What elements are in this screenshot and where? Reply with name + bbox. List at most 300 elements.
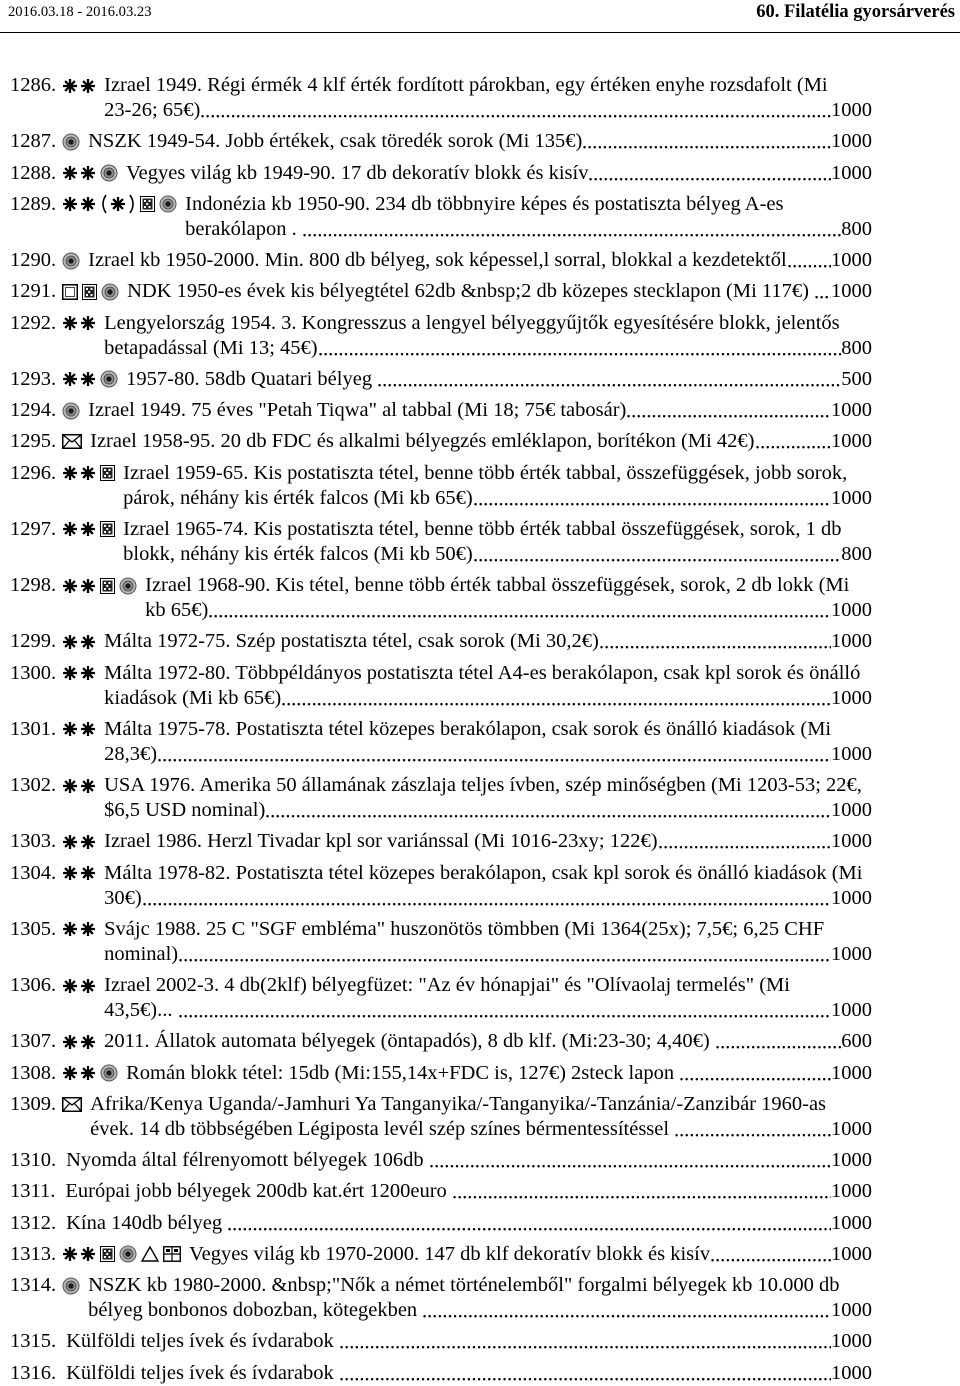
dot-leader (178, 942, 831, 967)
lot-icons (62, 861, 96, 886)
dot-leader (422, 1298, 831, 1323)
lot-entry (10, 1329, 872, 1354)
lot-description (123, 461, 872, 511)
double-asterisk-icon (62, 1245, 96, 1263)
lot-price: 1000 (831, 799, 872, 821)
lot-entry (10, 1029, 872, 1054)
lot-number: 1298. (10, 574, 57, 596)
lot-number: 1308. (10, 1061, 57, 1084)
description-line: Lengyelország 1954. 3. Kongresszus a lengyel bélyeggyűjtők egyesítésére blokk, jelentős (104, 311, 840, 334)
booklet-icon (163, 1246, 181, 1262)
lot-price: 1000 (831, 1299, 872, 1321)
description-line: Afrika/Kenya Uganda/-Jamhuri Ya Tanganyika/-Tanganyika/-Tanzánia/-Zanzibár 1960-as (90, 1092, 827, 1115)
description-last-line (66, 1211, 872, 1236)
dot-leader (318, 336, 842, 361)
description-line: Izrael 1968-90. Kis tétel, benne több érték tabbal összefüggések, sorok, 2 db lokk (Mi (145, 574, 850, 596)
description-line: Málta 1972-75. Szép postatiszta tétel, csak sorok (Mi 30,2€) (104, 630, 599, 653)
description-last-line (126, 1061, 872, 1086)
description-last-line (104, 1029, 872, 1054)
dot-leader (281, 686, 831, 711)
lot-price: 1000 (831, 249, 872, 271)
double-asterisk-icon (62, 1033, 96, 1051)
description-line: Nyomda által félrenyomott bélyegek 106db (66, 1149, 429, 1171)
lot-icons (62, 192, 177, 217)
description-line: Izrael 1965-74. Kis postatiszta tétel, benne több érték tabbal összefüggések, sorok, 1 db (123, 517, 842, 540)
lot-price: 1000 (831, 1117, 872, 1140)
lot-number: 1303. (10, 830, 57, 853)
description-last-line (185, 217, 872, 242)
lot-description (88, 248, 872, 273)
description-last-line (90, 429, 872, 454)
lot-entry (10, 398, 872, 423)
double-asterisk-icon (62, 195, 96, 213)
dot-leader (377, 367, 841, 392)
description-last-line (88, 129, 872, 154)
dot-leader (755, 429, 831, 454)
lot-number: 1311. (10, 1180, 56, 1203)
lot-number: 1312. (10, 1211, 57, 1234)
description-line: 23-26; 65€) (104, 99, 201, 121)
lot-number: 1305. (10, 917, 57, 940)
lot-icons (62, 129, 80, 154)
lot-number: 1293. (10, 367, 57, 390)
lot-icons (62, 829, 96, 854)
lot-number: 1297. (10, 517, 57, 540)
description-line: Svájc 1988. 25 C "SGF embléma" huszonötös tömbben (Mi 1364(25x); 7,5€; 6,25 CHF (104, 917, 825, 940)
dot-leader (599, 629, 831, 654)
description-last-line (88, 398, 872, 423)
description-last-line (90, 1117, 872, 1142)
lot-price: 1000 (831, 1180, 872, 1203)
lot-description (66, 1361, 872, 1386)
lot-icons (62, 461, 115, 486)
dot-leader (208, 598, 831, 623)
lot-price: 1000 (831, 999, 872, 1021)
block-icon (140, 196, 155, 212)
lot-number: 1296. (10, 461, 57, 484)
dot-leader (302, 217, 841, 242)
lot-description (104, 629, 872, 654)
lot-price: 1000 (831, 280, 872, 303)
dot-leader (582, 129, 831, 154)
lot-price: 1000 (831, 161, 872, 184)
dot-leader (227, 1211, 831, 1236)
lot-description (90, 429, 872, 454)
lot-entry (10, 192, 872, 242)
dot-leader (142, 886, 831, 911)
lot-icons (62, 717, 96, 742)
lot-entry (10, 773, 872, 823)
lot-entry (10, 573, 872, 623)
description-last-line (104, 686, 872, 711)
postmark-circle-icon (119, 577, 137, 595)
lot-entry (10, 517, 872, 567)
lot-price: 1000 (831, 430, 872, 453)
double-asterisk-icon (62, 920, 96, 938)
lot-description (66, 1329, 872, 1354)
description-line: Málta 1978-82. Postatiszta tétel közepes berakólapon, csak kpl sorok és önálló kiadások (Mi (104, 861, 863, 884)
description-line: 1957-80. 58db Quatari bélyeg (126, 367, 378, 390)
lot-price: 1000 (831, 1330, 872, 1353)
lot-number: 1309. (10, 1092, 57, 1115)
postmark-circle-icon (100, 1064, 118, 1082)
postmark-circle-icon (62, 133, 80, 151)
description-line: 30€) (104, 886, 142, 909)
lot-icons (62, 1061, 118, 1086)
lot-description (88, 398, 872, 423)
lot-price: 1000 (831, 630, 872, 653)
square-icon (62, 284, 78, 300)
description-line: Külföldi teljes ívek és ívdarabok (66, 1361, 339, 1384)
description-line: Kína 140db bélyeg (66, 1211, 228, 1234)
lot-entry (10, 917, 872, 967)
lot-number: 1316. (10, 1361, 57, 1384)
postmark-circle-icon (62, 402, 80, 420)
lot-icons (62, 917, 96, 942)
dot-leader (679, 1061, 831, 1086)
lot-price: 1000 (831, 830, 872, 853)
lot-number: 1307. (10, 1030, 57, 1053)
description-last-line (66, 1361, 872, 1386)
lot-description (127, 279, 872, 304)
lot-price: 1000 (831, 130, 872, 153)
block-icon (82, 284, 97, 300)
lot-entry (10, 1211, 872, 1236)
double-asterisk-icon (62, 370, 96, 388)
description-line: Izrael 1949. 75 éves "Petah Tiqwa" al tabbal (Mi 18; 75€ tabosár) (88, 399, 627, 421)
lot-price: 1000 (831, 399, 872, 421)
block-icon (100, 578, 115, 594)
lot-price: 1000 (831, 1061, 872, 1084)
lot-icons (62, 161, 118, 186)
lot-description (65, 1179, 872, 1204)
lot-number: 1288. (10, 161, 57, 184)
block-icon (100, 521, 115, 537)
dot-leader (658, 829, 831, 854)
lot-description (104, 661, 872, 711)
lot-entry (10, 1361, 872, 1386)
description-last-line (145, 598, 872, 623)
description-line: Izrael 1949. Régi érmék 4 klf érték fordított párokban, egy értéken enyhe rozsdafolt (Mi (104, 74, 828, 96)
lot-icons (62, 661, 96, 686)
description-line: 2011. Állatok automata bélyegek (öntapadós), 8 db klf. (Mi:23-30; 4,40€) (104, 1030, 715, 1053)
description-line: kiadások (Mi kb 65€) (104, 686, 282, 709)
lot-number: 1315. (10, 1330, 57, 1353)
lot-price: 1000 (831, 886, 872, 909)
description-line: bélyeg bonbonos dobozban, kötegekben (88, 1299, 423, 1321)
dot-leader (178, 998, 831, 1023)
description-last-line (104, 742, 872, 767)
lot-price: 1000 (831, 742, 872, 765)
lot-number: 1291. (10, 280, 57, 303)
description-last-line (126, 161, 872, 186)
header-date-range: 2016.03.18 - 2016.03.23 (8, 4, 152, 20)
description-line: USA 1976. Amerika 50 államának zászlaja teljes ívben, szép minőségben (Mi 1203-53; 22€, (104, 774, 862, 796)
lot-entry (10, 1273, 872, 1323)
dot-leader (265, 798, 831, 823)
lot-icons (62, 1273, 80, 1298)
lot-description (104, 773, 872, 823)
description-line: 43,5€)... (104, 999, 178, 1021)
postmark-circle-icon (159, 195, 177, 213)
dot-leader (473, 542, 842, 567)
lot-entry (10, 1061, 872, 1086)
lot-price: 1000 (831, 1242, 872, 1265)
lot-entry (10, 311, 872, 361)
description-last-line (104, 942, 872, 967)
lot-number: 1292. (10, 311, 57, 334)
lot-description (104, 73, 872, 123)
lot-number: 1287. (10, 130, 57, 153)
description-line: NSZK 1949-54. Jobb értékek, csak töredék sorok (Mi 135€) (88, 130, 583, 153)
lot-description (90, 1092, 872, 1142)
lot-icons (62, 573, 137, 598)
double-asterisk-icon (62, 864, 96, 882)
description-line: Európai jobb bélyegek 200db kat.ért 1200euro (65, 1180, 452, 1203)
description-last-line (127, 279, 872, 304)
description-line: NDK 1950-es évek kis bélyegtétel 62db &nbsp;2 db közepes stecklapon (Mi 117€) (127, 280, 815, 303)
lot-number: 1289. (10, 192, 57, 215)
double-asterisk-icon (62, 720, 96, 738)
lot-price: 600 (841, 1030, 872, 1053)
description-line: blokk, néhány kis érték falcos (Mi kb 50€) (123, 542, 473, 565)
postmark-circle-icon (100, 164, 118, 182)
description-last-line (126, 367, 872, 392)
lot-description (104, 829, 872, 854)
lot-price: 1000 (831, 686, 872, 709)
lot-price: 1000 (831, 486, 872, 509)
double-asterisk-icon (62, 520, 96, 538)
description-line: Indonézia kb 1950-90. 234 db többnyire képes és postatiszta bélyeg A-es (185, 192, 784, 215)
triangle-icon (141, 1246, 159, 1262)
description-last-line (123, 542, 872, 567)
lot-description (104, 717, 872, 767)
dot-leader (588, 161, 831, 186)
double-asterisk-icon (62, 1064, 96, 1082)
asterisk-in-parentheses-icon (100, 194, 136, 214)
lot-icons (62, 279, 119, 304)
description-line: kb 65€) (145, 599, 209, 621)
postmark-circle-icon (62, 252, 80, 270)
description-last-line (104, 998, 872, 1023)
lot-price: 800 (841, 542, 872, 565)
description-line: évek. 14 db többségében Légiposta levél szép színes bérmentessítéssel (90, 1117, 675, 1140)
postmark-circle-icon (119, 1245, 137, 1263)
dot-leader (787, 248, 831, 273)
lot-price: 1000 (831, 1149, 872, 1171)
double-asterisk-icon (62, 664, 96, 682)
description-line: Román blokk tétel: 15db (Mi:155,14x+FDC is, 127€) 2steck lapon (126, 1061, 680, 1084)
description-line: betapadással (Mi 13; 45€) (104, 336, 318, 359)
description-last-line (65, 1179, 872, 1204)
lot-icons (62, 73, 96, 98)
lot-number: 1314. (10, 1274, 57, 1296)
lot-number: 1313. (10, 1242, 57, 1265)
lot-price: 1000 (831, 599, 872, 621)
lot-description (104, 861, 872, 911)
lot-price: 800 (841, 336, 872, 359)
double-asterisk-icon (62, 314, 96, 332)
dot-leader (674, 1117, 831, 1142)
dot-leader (429, 1148, 831, 1173)
lot-entry (10, 973, 872, 1023)
description-last-line (104, 886, 872, 911)
lot-entry (10, 161, 872, 186)
lot-description (126, 161, 872, 186)
lot-icons (62, 517, 115, 542)
lot-entry (10, 1148, 872, 1173)
lot-entry (10, 129, 872, 154)
lot-icons (62, 311, 96, 336)
lot-number: 1306. (10, 974, 57, 996)
lot-price: 1000 (831, 942, 872, 965)
dot-leader (339, 1329, 831, 1354)
dot-leader (473, 486, 831, 511)
lot-list (10, 73, 872, 1386)
lot-entry (10, 279, 872, 304)
lot-price: 800 (841, 217, 872, 240)
description-last-line (104, 798, 872, 823)
dot-leader (710, 1242, 831, 1267)
lot-description (66, 1211, 872, 1236)
block-icon (100, 1246, 115, 1262)
lot-price: 500 (841, 367, 872, 390)
description-line: párok, néhány kis érték falcos (Mi kb 65€) (123, 486, 473, 509)
description-line: Külföldi teljes ívek és ívdarabok (66, 1330, 339, 1353)
lot-description (66, 1148, 872, 1173)
header-auction-title: 60. Filatélia gyorsárverés (756, 2, 955, 22)
description-last-line (189, 1242, 872, 1267)
header-rule (0, 32, 960, 33)
description-line: 28,3€) (104, 742, 158, 765)
description-line: Málta 1972-80. Többpéldányos postatiszta tétel A4-es berakólapon, csak kpl sorok és önálló (104, 661, 861, 684)
description-last-line (66, 1148, 872, 1173)
double-asterisk-icon (62, 633, 96, 651)
lot-description (126, 1061, 872, 1086)
description-last-line (66, 1329, 872, 1354)
dot-leader (339, 1361, 831, 1386)
lot-icons (62, 973, 96, 998)
description-line: nominal) (104, 942, 179, 965)
lot-entry (10, 1092, 872, 1142)
lot-description (123, 517, 872, 567)
description-last-line (104, 829, 872, 854)
description-line: $6,5 USD nominal) (104, 799, 266, 821)
lot-price: 1000 (831, 1211, 872, 1234)
lot-number: 1299. (10, 630, 57, 653)
lot-number: 1304. (10, 861, 57, 884)
description-last-line (104, 629, 872, 654)
lot-description (88, 1273, 872, 1323)
lot-entry (10, 829, 872, 854)
lot-number: 1286. (10, 74, 57, 96)
lot-number: 1295. (10, 430, 57, 453)
description-last-line (104, 336, 872, 361)
postmark-circle-icon (100, 370, 118, 388)
description-last-line (104, 98, 872, 123)
dot-leader (157, 742, 831, 767)
double-asterisk-icon (62, 77, 96, 95)
lot-price: 1000 (831, 1361, 872, 1384)
dot-leader (626, 398, 831, 423)
lot-description (104, 973, 872, 1023)
envelope-icon (62, 1097, 82, 1112)
lot-icons (62, 629, 96, 654)
lot-entry (10, 717, 872, 767)
lot-entry (10, 629, 872, 654)
lot-entry (10, 661, 872, 711)
lot-icons (62, 773, 96, 798)
postmark-circle-icon (101, 283, 119, 301)
lot-entry (10, 1242, 872, 1267)
description-line: Izrael 2002-3. 4 db(2klf) bélyegfüzet: "Az év hónapjai" és "Olívaolaj termelés" (Mi (104, 974, 790, 996)
double-asterisk-icon (62, 777, 96, 795)
lot-icons (62, 248, 80, 273)
lot-number: 1301. (10, 717, 57, 740)
lot-entry (10, 1179, 872, 1204)
description-line: Vegyes világ kb 1970-2000. 147 db klf dekoratív blokk és kisív (189, 1242, 711, 1265)
description-last-line (88, 1298, 872, 1323)
lot-number: 1302. (10, 774, 57, 796)
lot-entry (10, 861, 872, 911)
lot-description (145, 573, 872, 623)
lot-description (104, 311, 872, 361)
lot-number: 1290. (10, 249, 57, 271)
lot-icons (62, 1092, 82, 1117)
lot-price: 1000 (831, 99, 872, 121)
lot-description (104, 1029, 872, 1054)
lot-entry (10, 367, 872, 392)
description-last-line (123, 486, 872, 511)
lot-icons (62, 367, 118, 392)
description-line: Izrael 1986. Herzl Tivadar kpl sor variánssal (Mi 1016-23xy; 122€) (104, 830, 658, 853)
lot-description (88, 129, 872, 154)
lot-number: 1310. (10, 1149, 57, 1171)
lot-icons (62, 1029, 96, 1054)
lot-icons (62, 1242, 181, 1267)
postmark-circle-icon (62, 1277, 80, 1295)
description-line: NSZK kb 1980-2000. &nbsp;"Nők a német történelemből" forgalmi bélyegek kb 10.000 db (88, 1274, 840, 1296)
double-asterisk-icon (62, 833, 96, 851)
double-asterisk-icon (62, 464, 96, 482)
lot-entry (10, 73, 872, 123)
description-line: Vegyes világ kb 1949-90. 17 db dekoratív blokk és kisív (126, 161, 589, 184)
lot-description (104, 917, 872, 967)
dot-leader (452, 1179, 831, 1204)
lot-number: 1300. (10, 661, 57, 684)
double-asterisk-icon (62, 164, 96, 182)
description-line: berakólapon . (185, 217, 302, 240)
lot-icons (62, 398, 80, 423)
double-asterisk-icon (62, 977, 96, 995)
lot-description (185, 192, 872, 242)
dot-leader (715, 1029, 841, 1054)
envelope-icon (62, 434, 82, 449)
lot-icons (62, 429, 82, 454)
lot-number: 1294. (10, 399, 57, 421)
lot-entry (10, 461, 872, 511)
dot-leader (814, 279, 831, 304)
description-last-line (88, 248, 872, 273)
description-line: Málta 1975-78. Postatiszta tétel közepes berakólapon, csak sorok és önálló kiadások (Mi (104, 717, 832, 740)
lot-description (126, 367, 872, 392)
block-icon (100, 465, 115, 481)
description-line: Izrael 1958-95. 20 db FDC és alkalmi bélyegzés emléklapon, borítékon (Mi 42€) (90, 430, 755, 453)
lot-description (189, 1242, 872, 1267)
double-asterisk-icon (62, 577, 96, 595)
lot-entry (10, 429, 872, 454)
description-line: Izrael kb 1950-2000. Min. 800 db bélyeg, sok képessel,l sorral, blokkal a kezdetektől (88, 249, 787, 271)
